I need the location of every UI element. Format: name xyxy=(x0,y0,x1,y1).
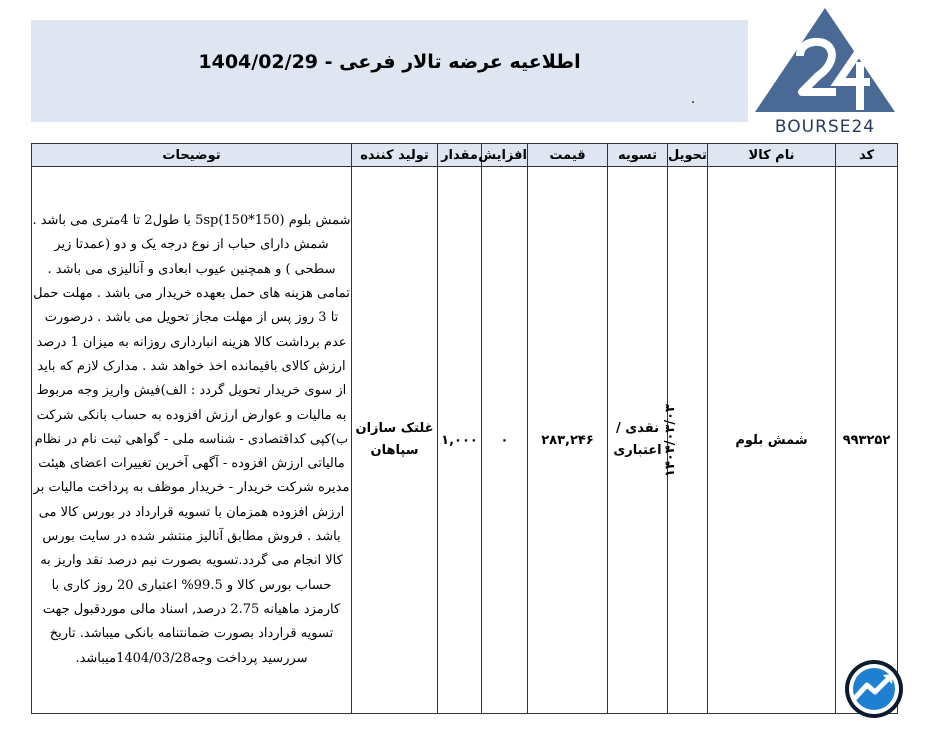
cell-quantity: ۱,۰۰۰ xyxy=(438,167,482,714)
page-title: اطلاعیه عرضه تالار فرعی - 1404/02/29 xyxy=(198,51,581,73)
cell-settlement xyxy=(608,167,668,714)
offer-table xyxy=(31,143,898,714)
cell-product-name: شمش بلوم xyxy=(708,167,836,714)
producer-line-2: سپاهان xyxy=(370,443,419,458)
trend-arrow-badge-icon xyxy=(843,658,905,720)
column-header-delivery: تحویل xyxy=(668,144,708,167)
column-header-price: قیمت xyxy=(528,144,608,167)
table-header-row xyxy=(32,144,898,167)
logo-text: BOURSE24 xyxy=(774,117,876,137)
settlement-line-2: اعتباری xyxy=(613,443,662,458)
cell-code: ۹۹۳۲۵۲ xyxy=(836,167,898,714)
column-header-increase: افزایش xyxy=(482,144,528,167)
decorative-dot xyxy=(692,101,694,103)
cell-delivery xyxy=(663,167,708,714)
cell-price: ۲۸۳,۲۴۶ xyxy=(528,167,608,714)
column-header-producer: تولید کننده xyxy=(352,144,438,167)
title-banner xyxy=(31,20,748,122)
cell-description: شمش بلوم 5sp(150*150) با طول2 تا 4متری می باشد . شمش دارای حباب از نوع درجه یک و دو (عمدتا زیر سطحی ) و همچنین عیوب ابعادی و آنالیزی می باشد . تمامی هزینه های حمل بعهده خریدار می باشد . مهلت حمل تا 3 روز پس از مهلت مجاز تحویل می باشد . درصورت عدم برداشت کالا هزینه انبارداری روزانه به میزان 1 درصد ارزش کالای باقیمانده اخذ خواهد شد . مدارک لازم که باید از سوی خریدار تحویل گردد : الف)فیش واریز وجه مربوط به مالیات و عوارض ارزش افزوده به حساب بانکی شرکت ب)کپی کداقتصادی - شناسه ملی - گواهی ثبت نام در نظام مالیاتی ارزش افزوده - آگهی آخرین تغییرات اعضای هیئت مدیره شرکت خریدار - خریدار موظف به پرداخت مالیات بر ارزش افزوده همزمان با تسویه قرارداد در بورس کالا می باشد . فروش مطابق آنالیز منتشر شده در سایت بورس کالا انجام می گردد.تسویه بصورت نیم درصد نقد واریز به حساب بورس کالا و 99.5% اعتباری 20 روز کاری با کارمزد ماهیانه 2.75 درصد, اسناد مالی موردقبول جهت تسویه قرارداد بصورت ضمانتنامه بانکی میباشد. تاریخ سررسید پرداخت وجه1404/03/28میباشد. xyxy=(32,167,352,714)
column-header-description: توضیحات xyxy=(32,144,352,167)
column-header-code: کد xyxy=(836,144,898,167)
cell-increase: ۰ xyxy=(482,167,528,714)
column-header-product-name: نام کالا xyxy=(708,144,836,167)
settlement-line-1: نقدی / xyxy=(616,421,659,436)
column-header-settlement: تسویه xyxy=(608,144,668,167)
table-row xyxy=(32,167,898,714)
producer-line-1: غلتک سازان xyxy=(355,421,434,436)
column-header-quantity: مقدار xyxy=(438,144,482,167)
delivery-date: ۱۴۰۴/۰۳/۰۳ xyxy=(663,403,679,477)
cell-producer xyxy=(352,167,438,714)
